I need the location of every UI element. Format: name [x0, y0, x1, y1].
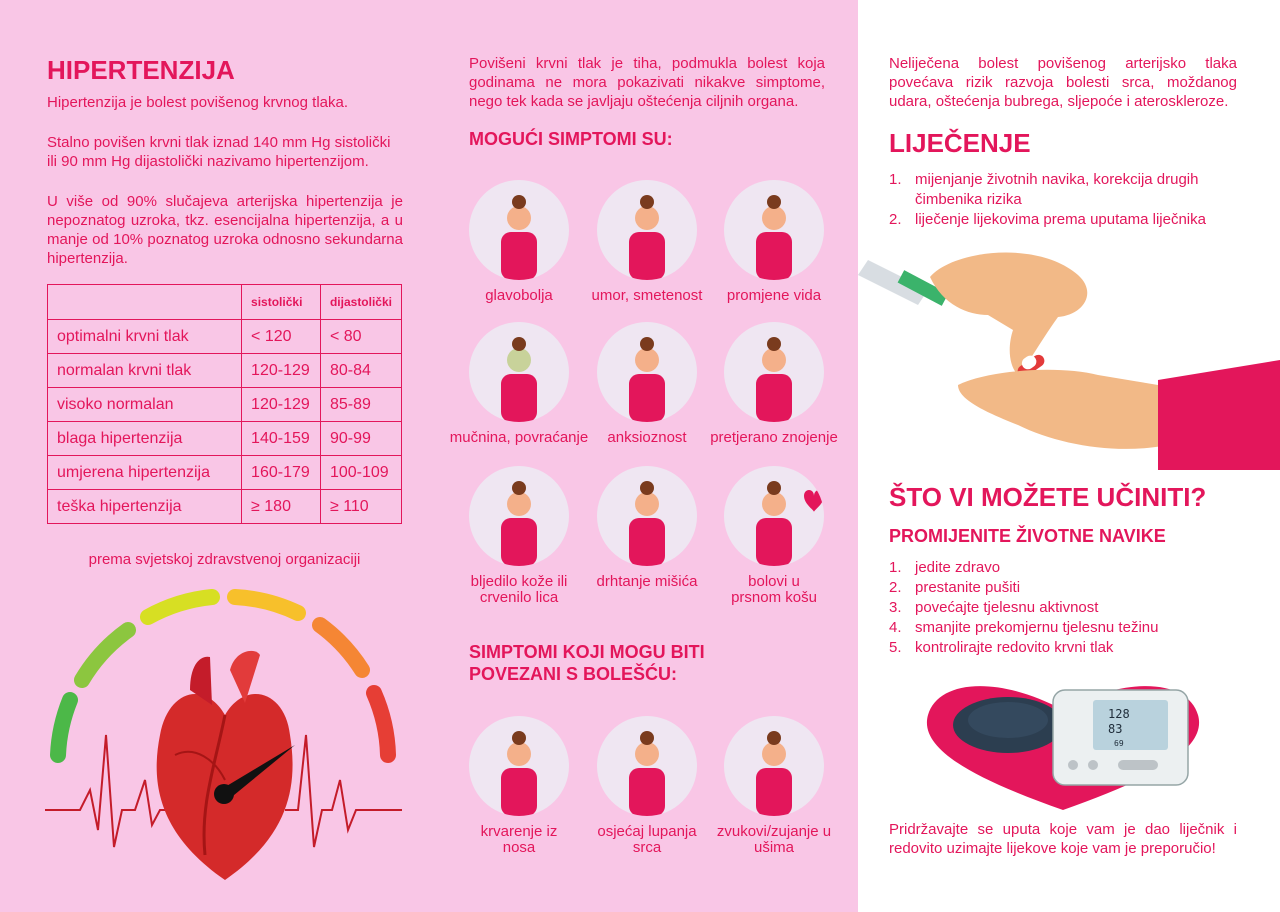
row-label: visoko normalan [48, 388, 242, 422]
woman-avatar-icon [469, 466, 569, 566]
monitor-diastolic: 83 [1108, 722, 1123, 736]
habits-list [889, 558, 1237, 658]
woman-avatar-icon [597, 322, 697, 422]
symptom-label: osjećaj lupanja srca [597, 823, 697, 856]
doctor-hand-icon [858, 253, 1087, 375]
row-systolic: 120-129 [242, 388, 321, 422]
table-row [48, 320, 402, 354]
bp-monitor-illustration [918, 670, 1208, 815]
row-label: blaga hipertenzija [48, 422, 242, 456]
habit-item: jedite zdravo [915, 559, 1001, 576]
symptom-label: zvukovi/zujanje u ušima [716, 823, 832, 856]
gauge-segment-yellow [148, 597, 212, 617]
table-header-systolic: sistolički [242, 285, 321, 320]
row-diastolic: 100-109 [320, 456, 401, 490]
intro-text: Hipertenzija je bolest povišenog krvnog tlaka. [47, 94, 349, 111]
woman-avatar-icon [469, 322, 569, 422]
related-symptoms-heading: SIMPTOMI KOJI MOGU BITI POVEZANI S BOLEŠĆU: [469, 642, 705, 684]
row-label: optimalni krvni tlak [48, 320, 242, 354]
table-row [48, 354, 402, 388]
row-systolic: ≥ 180 [242, 490, 321, 524]
gauge-segment-red [374, 693, 388, 755]
row-label: umjerena hipertenzija [48, 456, 242, 490]
woman-avatar-icon [597, 466, 697, 566]
woman-avatar-icon [724, 716, 824, 816]
hands-pill-illustration [858, 245, 1280, 470]
gauge-segment-orange [320, 625, 362, 670]
woman-avatar-icon [469, 716, 569, 816]
row-label: normalan krvni tlak [48, 354, 242, 388]
symptom-label: promjene vida [726, 287, 822, 304]
row-label: teška hipertenzija [48, 490, 242, 524]
row-diastolic: 80-84 [320, 354, 401, 388]
symptom-label: mučnina, povraćanje [449, 429, 589, 446]
table-header-diastolic: dijastolički [320, 285, 401, 320]
symptom-label: bljedilo kože ili crvenilo lica [470, 573, 568, 606]
woman-avatar-icon [469, 180, 569, 280]
symptom-headache [469, 180, 569, 304]
symptom-tremor [596, 466, 698, 590]
woman-avatar-icon [724, 180, 824, 280]
row-diastolic: 90-99 [320, 422, 401, 456]
definition-text: Stalno povišen krvni tlak iznad 140 mm Hg sistolički ili 90 mm Hg dijastolički nazivamo hipertenzijom. [47, 134, 391, 170]
treatment-list [889, 170, 1237, 230]
symptom-pallor [469, 466, 569, 606]
habits-heading: PROMIJENITE ŽIVOTNE NAVIKE [889, 526, 1166, 546]
middle-panel [425, 0, 858, 912]
row-systolic: 120-129 [242, 354, 321, 388]
monitor-systolic: 128 [1108, 707, 1130, 721]
row-diastolic: 85-89 [320, 388, 401, 422]
symptom-nausea [449, 322, 589, 446]
table-row [48, 388, 402, 422]
habit-item: povećajte tjelesnu aktivnost [915, 599, 1099, 616]
symptom-label: umor, smetenost [591, 287, 703, 304]
table-source: prema svjetskoj zdravstvenoj organizaciji [88, 551, 361, 568]
gauge-segment-green [58, 700, 70, 755]
symptom-anxiety [597, 322, 697, 446]
heart-icon [157, 651, 293, 880]
list-item: 3. povećajte tjelesnu aktivnost [889, 599, 1099, 616]
footer-advice: Pridržavajte se uputa koje vam je dao liječnik i redovito uzimajte lijekove koje vam je preporučio! [889, 821, 1237, 857]
heart-gauge-illustration [40, 585, 410, 885]
table-row [48, 456, 402, 490]
action-heading: ŠTO VI MOŽETE UČINITI? [889, 482, 1207, 512]
symptom-label: anksioznost [607, 429, 687, 446]
symptom-label: krvarenje iz nosa [480, 823, 558, 856]
silent-disease-text: Povišeni krvni tlak je tiha, podmukla bolest koja godinama ne mora pokazivati nikakve simptome, nego tek kada se javljaju oštećenja ciljnih organa. [469, 55, 825, 110]
symptom-fatigue [591, 180, 703, 304]
table-row [48, 490, 402, 524]
symptom-chest-pain [724, 466, 824, 606]
list-item: 2. prestanite pušiti [889, 579, 1021, 596]
habit-item: prestanite pušiti [915, 579, 1021, 596]
bp-monitor-device [1053, 690, 1188, 785]
symptom-label: drhtanje mišića [596, 573, 698, 590]
risk-text: Neliječena bolest povišenog arterijsko tlaka povećava rizik razvoja bolesti srca, moždanog udara, oštećenja bubrega, sljepoće i ateroskleroze. [889, 55, 1237, 110]
row-systolic: < 120 [242, 320, 321, 354]
symptom-nosebleed [469, 716, 569, 856]
list-item: 1. jedite zdravo [889, 559, 1001, 576]
page-title: HIPERTENZIJA [47, 55, 235, 85]
treatment-item: mijenjanje životnih navika, korekcija drugih čimbenika rizika [915, 171, 1199, 208]
row-diastolic: < 80 [320, 320, 401, 354]
gauge-segment-lightgreen [82, 630, 128, 680]
table-row [48, 422, 402, 456]
symptom-sweating [710, 322, 838, 446]
row-systolic: 160-179 [242, 456, 321, 490]
symptom-label: pretjerano znojenje [710, 429, 838, 446]
symptom-vision [724, 180, 824, 304]
symptom-tinnitus [716, 716, 832, 856]
woman-avatar-icon [724, 466, 824, 566]
list-item: 2. liječenje lijekovima prema uputama liječnika [889, 211, 1206, 228]
woman-avatar-icon [724, 322, 824, 422]
symptoms-heading: MOGUĆI SIMPTOMI SU: [469, 129, 673, 149]
habit-item: kontrolirajte redovito krvni tlak [915, 639, 1114, 656]
symptom-label: glavobolja [485, 287, 553, 304]
woman-avatar-icon [597, 180, 697, 280]
habit-item: smanjite prekomjernu tjelesnu težinu [915, 619, 1159, 636]
woman-avatar-icon [597, 716, 697, 816]
table-header-empty [48, 285, 242, 320]
gauge-segment-amber [235, 597, 298, 613]
causes-text: U više od 90% slučajeva arterijska hipertenzija je nepoznatog uzroka, tkz. esencijalna hipertenzija, a u manje od 10% poznatog uzroka odnosno sekundarna hipertenzija. [47, 193, 403, 267]
left-panel [0, 0, 425, 912]
cuff-icon [953, 697, 1063, 753]
row-systolic: 140-159 [242, 422, 321, 456]
list-item: 5. kontrolirajte redovito krvni tlak [889, 639, 1114, 656]
monitor-pulse: 69 [1114, 739, 1124, 748]
list-item: 4. smanjite prekomjernu tjelesnu težinu [889, 619, 1159, 636]
list-item: 1. mijenjanje životnih navika, korekcija drugih čimbenika rizika [889, 171, 1199, 208]
treatment-heading: LIJEČENJE [889, 128, 1031, 158]
symptom-label: bolovi u prsnom košu [731, 573, 817, 606]
symptom-palpitations [597, 716, 697, 856]
row-diastolic: ≥ 110 [320, 490, 401, 524]
right-panel [858, 0, 1280, 912]
treatment-item: liječenje lijekovima prema uputama liječnika [915, 211, 1206, 228]
patient-hand-icon [958, 360, 1280, 470]
table-header-row [48, 285, 402, 320]
blood-pressure-table [47, 284, 402, 524]
